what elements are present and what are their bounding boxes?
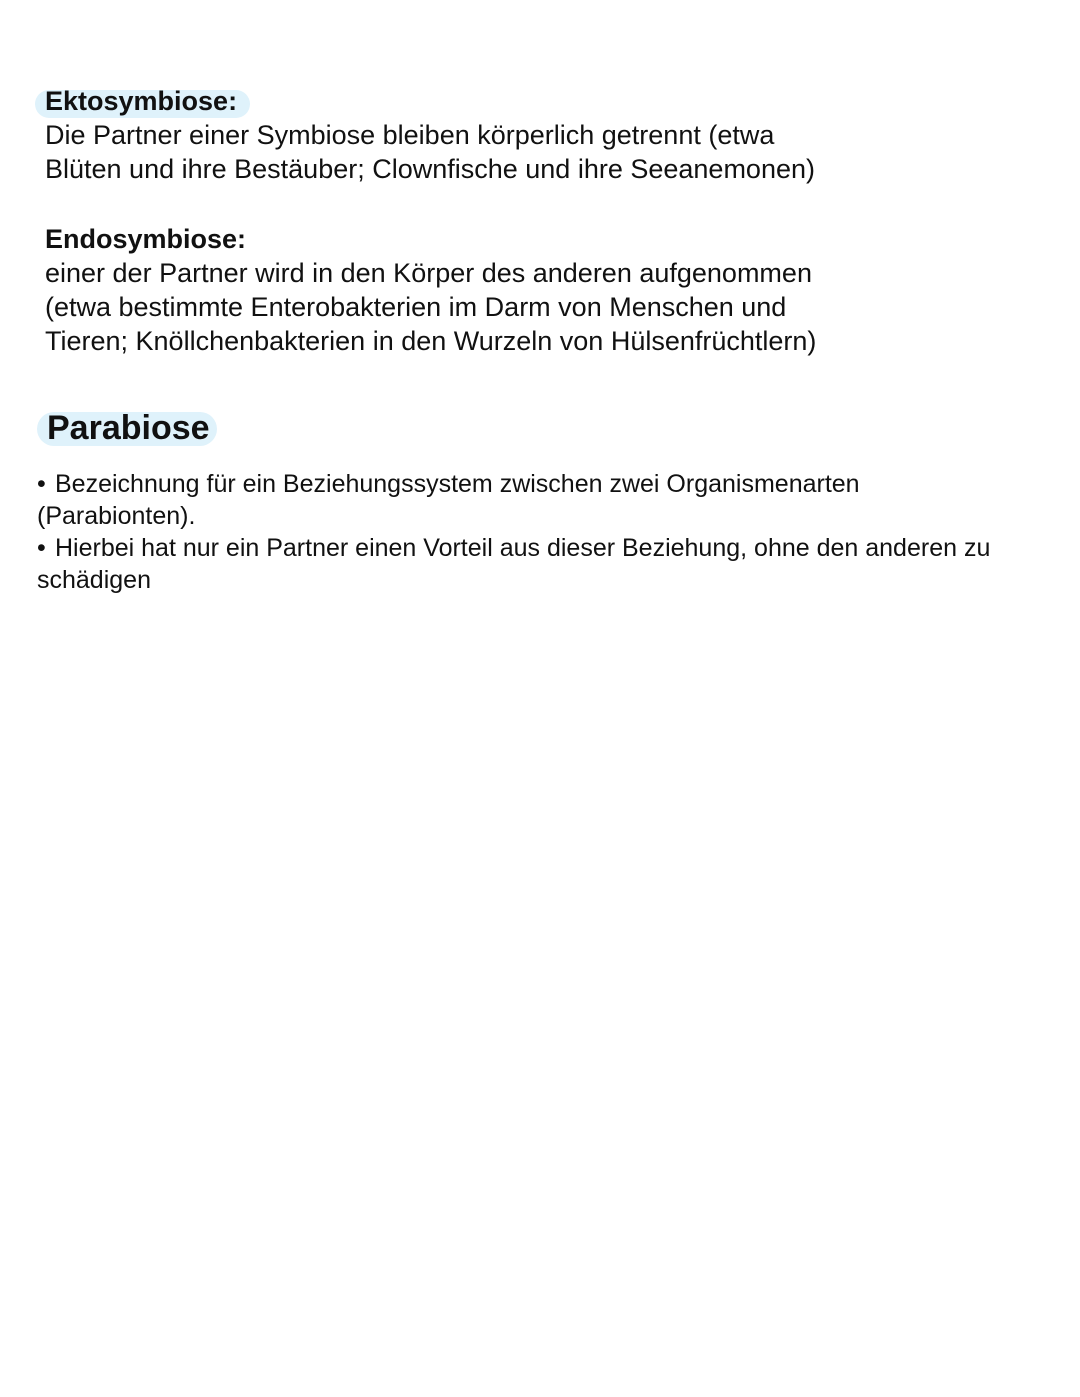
bullet-text: Hierbei hat nur ein Partner einen Vorteil aus dieser Beziehung, ohne den anderen zu <box>55 534 991 562</box>
endosymbiose-section <box>45 222 945 358</box>
endosymbiose-term-text: Endosymbiose: <box>45 224 247 254</box>
parabiose-heading <box>47 406 210 450</box>
ektosymbiose-term <box>45 84 237 118</box>
endosymbiose-term <box>45 222 246 256</box>
parabiose-heading-text: Parabiose <box>47 409 210 447</box>
ektosymbiose-definition-line: Blüten und ihre Bestäuber; Clownfische und ihre Seeanemonen) <box>45 154 815 184</box>
ektosymbiose-definition-line: Die Partner einer Symbiose bleiben körperlich getrennt (etwa <box>45 120 775 150</box>
bullet-item <box>37 532 1047 564</box>
bullet-dot: • <box>37 470 46 498</box>
bullet-text: Bezeichnung für ein Beziehungssystem zwischen zwei Organismenarten <box>55 470 860 498</box>
ektosymbiose-section <box>45 84 945 186</box>
endosymbiose-definition-line: einer der Partner wird in den Körper des anderen aufgenommen <box>45 258 812 288</box>
bullet-continuation: (Parabionten). <box>37 502 196 530</box>
endosymbiose-definition-line: (etwa bestimmte Enterobakterien im Darm von Menschen und <box>45 292 787 322</box>
endosymbiose-definition-line: Tieren; Knöllchenbakterien in den Wurzeln von Hülsenfrüchtlern) <box>45 326 817 356</box>
bullet-dot: • <box>37 534 46 562</box>
bullet-item <box>37 468 1047 500</box>
ektosymbiose-term-text: Ektosymbiose: <box>45 86 238 116</box>
bullet-continuation: schädigen <box>37 566 151 594</box>
parabiose-bullet-list <box>37 468 1047 596</box>
